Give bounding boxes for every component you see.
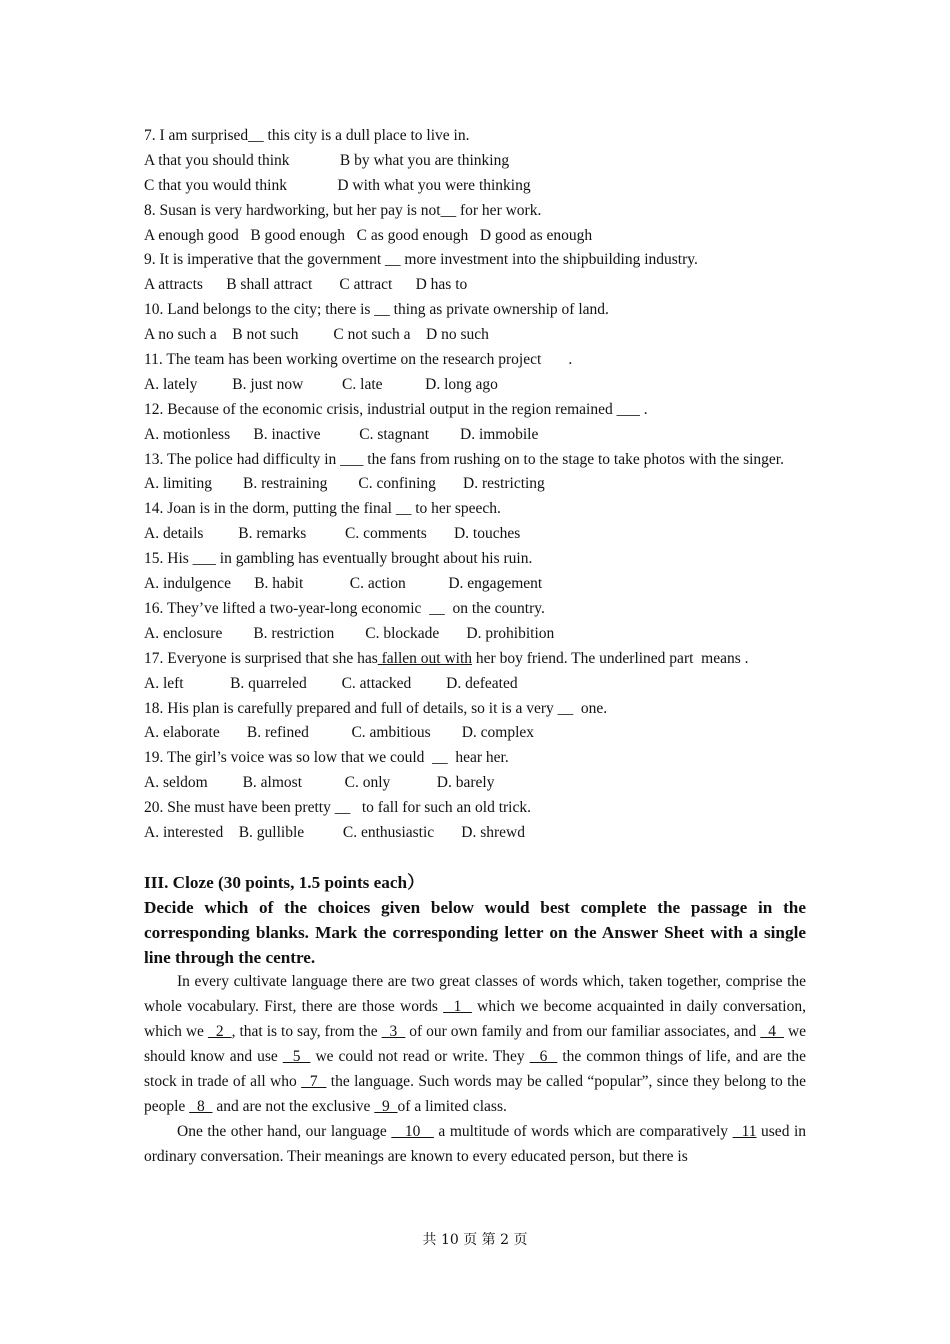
question-17 — [144, 647, 806, 697]
question-stem: 16. They’ve lifted a two-year-long economic __ on the country. — [144, 599, 545, 617]
question-20 — [144, 796, 806, 846]
question-options: C that you would think D with what you were thinking — [144, 176, 531, 194]
passage-text: the language. Such words may be called “popular”, since they belong to the people — [144, 1073, 807, 1115]
question-stem: 18. His plan is carefully prepared and full of details, so it is a very __ one. — [144, 699, 608, 717]
question-stem: 19. The girl’s voice was so low that we could __ hear her. — [144, 749, 509, 767]
blank-5: 5 — [282, 1048, 311, 1066]
question-stem: 14. Joan is in the dorm, putting the final __ to her speech. — [144, 500, 501, 518]
blank-8: 8 — [189, 1098, 213, 1115]
cloze-paragraph-1 — [144, 970, 806, 1119]
question-options: A. elaborate B. refined C. ambitious D. complex — [144, 724, 535, 742]
passage-text: a multitude of words which are comparatively — [433, 1122, 733, 1140]
question-11 — [144, 348, 806, 398]
page-footer: 共 10 页 第 2 页 — [422, 1232, 528, 1248]
passage-text: In every cultivate language there are two great classes of words which, taken together, comprise the whole vocabulary. First, there are those words — [144, 973, 806, 1016]
question-stem: 12. Because of the economic crisis, industrial output in the region remained ___ . — [144, 400, 648, 418]
question-stem: 10. Land belongs to the city; there is __ thing as private ownership of land. — [144, 301, 609, 319]
question-options: A. interested B. gullible C. enthusiastic D. shrewd — [144, 823, 525, 841]
blank-4: 4 — [760, 1023, 784, 1041]
cloze-paragraph-2 — [144, 1120, 806, 1170]
passage-text: , that is to say, from the — [231, 1023, 382, 1041]
question-options: A that you should think B by what you are thinking — [144, 151, 510, 169]
blank-11: 11 — [732, 1122, 757, 1140]
question-18 — [144, 697, 806, 747]
question-stem: 7. I am surprised__ this city is a dull place to live in. — [144, 127, 470, 144]
passage-text: of our own family and from our familiar associates, and — [405, 1023, 761, 1041]
passage-text: we should know and use — [144, 1023, 807, 1066]
question-options: A. limiting B. restraining C. confining D. restricting — [144, 475, 545, 493]
passage-text: One the other hand, our language — [177, 1122, 392, 1140]
question-16 — [144, 597, 806, 647]
question-8 — [144, 199, 806, 249]
question-options: A attracts B shall attract C attract D has to — [144, 276, 468, 294]
question-options: A. lately B. just now C. late D. long ago — [144, 375, 498, 393]
section-title: III. Cloze (30 points, 1.5 points each） — [144, 872, 425, 892]
passage-text: of a limited class. — [397, 1098, 507, 1115]
question-options: A. details B. remarks C. comments D. touches — [144, 525, 521, 543]
section-instruction: Decide which of the choices given below would best complete the passage in the corresponding blanks. Mark the corresponding letter on the Answer Sheet with a single line through the centre. — [144, 897, 806, 967]
passage-text: the common things of life, and are the stock in trade of all who — [144, 1048, 806, 1091]
question-7 — [144, 124, 806, 199]
passage-text: which we become acquainted in daily conversation, which we — [144, 998, 806, 1041]
blank-2: 2 — [207, 1023, 232, 1041]
question-stem: 20. She must have been pretty __ to fall for such an old trick. — [144, 799, 531, 817]
question-options: A no such a B not such C not such a D no such — [144, 326, 489, 344]
blank-10: 10 — [391, 1122, 434, 1140]
question-14 — [144, 497, 806, 547]
question-stem — [144, 647, 806, 672]
question-options: A. indulgence B. habit C. action D. engagement — [144, 575, 543, 593]
spacer — [144, 846, 806, 871]
passage-text: we could not read or write. They — [310, 1048, 530, 1066]
question-12 — [144, 398, 806, 448]
blank-6: 6 — [529, 1048, 558, 1066]
passage-text: and are not the exclusive — [212, 1098, 375, 1115]
section-cloze — [144, 871, 806, 1170]
question-options: A. motionless B. inactive C. stagnant D. immobile — [144, 425, 539, 443]
underlined-phrase: fallen out with — [377, 649, 473, 667]
question-stem: 9. It is imperative that the government __ more investment into the shipbuilding industry. — [144, 251, 698, 269]
question-stem: 11. The team has been working overtime on the research project . — [144, 351, 573, 369]
question-stem: 15. His ___ in gambling has eventually brought about his ruin. — [144, 550, 533, 568]
question-15 — [144, 547, 806, 597]
question-13 — [144, 448, 806, 498]
blank-3: 3 — [381, 1023, 406, 1041]
question-9 — [144, 248, 806, 298]
question-options: A. left B. quarreled C. attacked D. defeated — [144, 674, 518, 692]
question-stem: 8. Susan is very hardworking, but her pay is not__ for her work. — [144, 201, 542, 219]
passage-text: used in ordinary conversation. Their meanings are known to every educated person, but there is — [144, 1122, 807, 1165]
question-stem: 13. The police had difficulty in ___ the fans from rushing on to the stage to take photos with the singer. — [144, 450, 784, 468]
question-19 — [144, 746, 806, 796]
stem-text: her boy friend. The underlined part means . — [472, 649, 749, 667]
stem-text: 17. Everyone is surprised that she has — [144, 649, 378, 667]
blank-1: 1 — [443, 998, 472, 1016]
blank-9: 9 — [374, 1098, 398, 1115]
question-options: A. enclosure B. restriction C. blockade D. prohibition — [144, 624, 555, 642]
blank-7: 7 — [301, 1073, 327, 1091]
question-options: A enough good B good enough C as good enough D good as enough — [144, 226, 593, 244]
question-options: A. seldom B. almost C. only D. barely — [144, 774, 495, 792]
document-page — [144, 124, 806, 1170]
question-10 — [144, 298, 806, 348]
